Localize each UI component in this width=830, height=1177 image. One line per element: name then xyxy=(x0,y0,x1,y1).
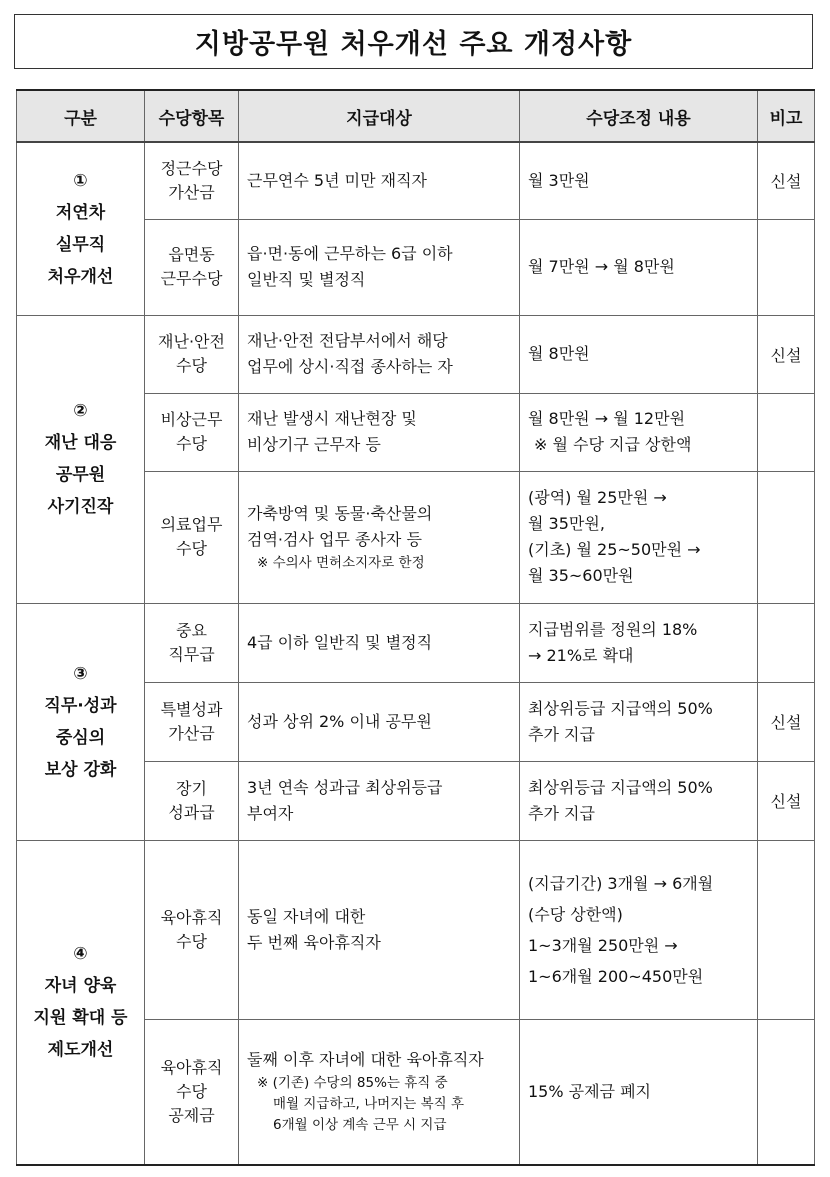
item-label: 수당 xyxy=(176,1081,207,1101)
header-remarks: 비고 xyxy=(758,90,815,142)
item-cell xyxy=(145,1019,239,1165)
category-label: 처우개선 xyxy=(47,266,114,287)
item-cell xyxy=(145,315,239,393)
item-label: 읍면동 xyxy=(168,245,215,264)
content-text: (기초) 월 25~50만원 → xyxy=(528,540,701,559)
content-text: 15% 공제금 폐지 xyxy=(528,1081,652,1101)
content-note: ※ 월 수당 지급 상한액 xyxy=(534,435,692,454)
target-text: 재난 발생시 재난현장 및 xyxy=(247,409,417,428)
item-cell xyxy=(145,840,239,1019)
target-text: 3년 연속 성과급 최상위등급 xyxy=(247,777,443,797)
note-cell: 신설 xyxy=(758,761,815,840)
item-label: 직무급 xyxy=(168,644,215,664)
content-cell xyxy=(520,761,758,840)
target-footnote: 6개월 이상 계속 근무 시 지급 xyxy=(273,1117,447,1134)
target-cell xyxy=(239,219,520,315)
item-label: 정근수당 xyxy=(160,158,223,178)
item-label: 중요 xyxy=(176,620,207,640)
item-label: 공제금 xyxy=(168,1105,215,1125)
item-cell xyxy=(145,471,239,603)
content-text: 최상위등급 지급액의 50% xyxy=(528,698,713,718)
target-text: 업무에 상시·직접 종사하는 자 xyxy=(247,357,453,376)
target-footnote: ※ (기존) 수당의 85%는 휴직 중 xyxy=(257,1075,448,1092)
content-text: (지급기간) 3개월 → 6개월 xyxy=(528,873,714,893)
target-text: 두 번째 육아휴직자 xyxy=(247,932,381,952)
note-cell: 신설 xyxy=(758,315,815,393)
note-cell xyxy=(758,603,815,682)
target-cell xyxy=(239,142,520,219)
category-label: 중심의 xyxy=(55,727,106,748)
content-text: 월 35만원, xyxy=(528,514,605,533)
item-label: 수당 xyxy=(176,931,207,951)
item-cell xyxy=(145,682,239,761)
content-text: 추가 지급 xyxy=(528,803,595,823)
target-text: 재난·안전 전담부서에서 해당 xyxy=(247,331,448,350)
category-number: ① xyxy=(73,170,88,191)
target-text: 성과 상위 2% 이내 공무원 xyxy=(247,711,432,731)
content-text: 월 8만원 xyxy=(528,344,590,363)
item-cell xyxy=(145,393,239,471)
content-text: 월 8만원 → 월 12만원 xyxy=(528,409,686,428)
category-label: 직무·성과 xyxy=(44,695,117,716)
target-cell xyxy=(239,315,520,393)
content-text: 월 3만원 xyxy=(528,170,590,190)
category-label: 제도개선 xyxy=(47,1040,114,1061)
table-row xyxy=(17,142,815,219)
item-label: 장기 xyxy=(176,778,207,798)
content-text: → 21%로 확대 xyxy=(528,645,634,665)
category-cell xyxy=(17,315,145,603)
category-cell xyxy=(17,142,145,315)
content-cell xyxy=(520,393,758,471)
item-label: 특별성과 xyxy=(160,699,223,719)
category-cell xyxy=(17,603,145,840)
item-label: 가산금 xyxy=(168,723,215,743)
note-cell xyxy=(758,219,815,315)
content-cell xyxy=(520,219,758,315)
category-label: 자녀 양육 xyxy=(44,976,117,997)
category-number: ② xyxy=(73,401,88,421)
item-label: 육아휴직 xyxy=(160,1057,223,1077)
note-cell xyxy=(758,471,815,603)
category-label: 보상 강화 xyxy=(44,759,117,780)
category-label: 재난 대응 xyxy=(44,433,117,453)
target-text: 읍·면·동에 근무하는 6급 이하 xyxy=(247,244,453,263)
content-text: 1~6개월 200~450만원 xyxy=(528,966,704,986)
header-allowance-item: 수당항목 xyxy=(145,90,239,142)
item-label: 가산금 xyxy=(168,182,215,202)
content-text: 최상위등급 지급액의 50% xyxy=(528,777,713,797)
content-cell xyxy=(520,603,758,682)
target-cell xyxy=(239,393,520,471)
header-target: 지급대상 xyxy=(239,90,520,142)
target-cell xyxy=(239,761,520,840)
content-cell xyxy=(520,315,758,393)
content-text: 지급범위를 정원의 18% xyxy=(528,619,698,639)
content-cell xyxy=(520,142,758,219)
target-text: 4급 이하 일반직 및 별정직 xyxy=(247,632,433,652)
category-label: 실무직 xyxy=(55,234,106,255)
category-label: 공무원 xyxy=(55,465,106,485)
category-number: ④ xyxy=(73,944,88,965)
item-label: 근무수당 xyxy=(160,269,223,288)
note-cell: 신설 xyxy=(758,142,815,219)
target-cell xyxy=(239,840,520,1019)
note-cell xyxy=(758,840,815,1019)
target-cell xyxy=(239,603,520,682)
item-label: 비상근무 xyxy=(160,410,223,429)
category-number: ③ xyxy=(73,663,88,684)
target-text: 비상기구 근무자 등 xyxy=(247,435,381,454)
item-label: 수당 xyxy=(176,434,207,453)
note-cell xyxy=(758,393,815,471)
category-label: 사기진작 xyxy=(47,497,114,517)
item-cell xyxy=(145,761,239,840)
target-footnote: 매월 지급하고, 나머지는 복직 후 xyxy=(273,1096,464,1113)
table-row xyxy=(17,840,815,1019)
target-text: 검역·검사 업무 종사자 등 xyxy=(247,529,422,549)
header-adjustment: 수당조정 내용 xyxy=(520,90,758,142)
item-label: 육아휴직 xyxy=(160,907,223,927)
content-text: 추가 지급 xyxy=(528,724,595,744)
target-cell xyxy=(239,1019,520,1165)
category-cell xyxy=(17,840,145,1165)
header-category: 구분 xyxy=(17,90,145,142)
content-cell xyxy=(520,840,758,1019)
category-label: 지원 확대 등 xyxy=(33,1008,128,1029)
content-cell xyxy=(520,682,758,761)
note-cell xyxy=(758,1019,815,1165)
content-text: 1~3개월 250만원 → xyxy=(528,935,678,955)
target-footnote: ※ 수의사 면허소지자로 한정 xyxy=(257,554,425,571)
item-label: 수당 xyxy=(176,539,207,558)
content-text: 월 7만원 → 월 8만원 xyxy=(528,257,675,276)
target-text: 부여자 xyxy=(247,803,294,823)
note-cell: 신설 xyxy=(758,682,815,761)
item-cell xyxy=(145,219,239,315)
item-cell xyxy=(145,603,239,682)
table-row xyxy=(17,603,815,682)
target-cell xyxy=(239,471,520,603)
target-text: 둘째 이후 자녀에 대한 육아휴직자 xyxy=(247,1050,484,1070)
item-label: 수당 xyxy=(176,356,207,375)
table-row xyxy=(17,315,815,393)
item-label: 재난·안전 xyxy=(158,332,225,351)
target-text: 일반직 및 별정직 xyxy=(247,270,366,289)
item-label: 성과급 xyxy=(168,802,215,822)
revision-table xyxy=(16,89,815,1166)
content-text: 월 35~60만원 xyxy=(528,566,634,585)
target-text: 근무연수 5년 미만 재직자 xyxy=(247,170,427,190)
item-label: 의료업무 xyxy=(160,515,223,534)
item-cell xyxy=(145,142,239,219)
page-title: 지방공무원 처우개선 주요 개정사항 xyxy=(14,14,813,69)
target-text: 가축방역 및 동물·축산물의 xyxy=(247,503,433,523)
content-cell xyxy=(520,1019,758,1165)
content-text: (광역) 월 25만원 → xyxy=(528,488,667,507)
content-text: (수당 상한액) xyxy=(528,904,623,924)
category-label: 저연차 xyxy=(55,202,106,223)
target-text: 동일 자녀에 대한 xyxy=(247,906,366,926)
target-cell xyxy=(239,682,520,761)
content-cell xyxy=(520,471,758,603)
table-header-row xyxy=(17,90,815,142)
